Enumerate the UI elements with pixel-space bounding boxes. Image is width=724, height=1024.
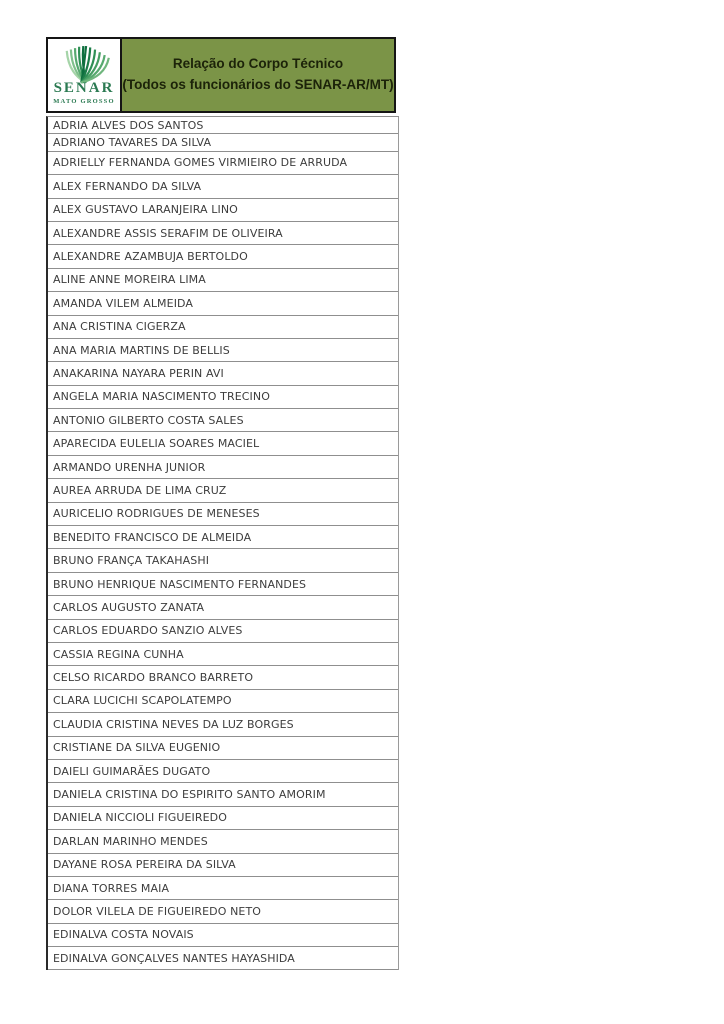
table-row	[48, 479, 398, 502]
table-row	[48, 134, 398, 151]
employee-name: ANA MARIA MARTINS DE BELLIS	[53, 343, 230, 357]
employee-name: CASSIA REGINA CUNHA	[53, 647, 184, 661]
table-row	[48, 666, 398, 689]
table-row	[48, 830, 398, 853]
table-row	[48, 245, 398, 268]
employee-name: ALEX FERNANDO DA SILVA	[53, 179, 202, 193]
employee-name: CARLOS EDUARDO SANZIO ALVES	[53, 624, 243, 638]
table-row	[48, 199, 398, 222]
table-row	[48, 690, 398, 713]
table-row	[48, 222, 398, 245]
table-row	[48, 503, 398, 526]
table-row	[48, 316, 398, 339]
employee-name: APARECIDA EULELIA SOARES MACIEL	[53, 437, 260, 451]
table-row	[48, 947, 398, 970]
employee-name: EDINALVA COSTA NOVAIS	[53, 928, 194, 942]
table-row	[48, 362, 398, 385]
employee-name: ANGELA MARIA NASCIMENTO TRECINO	[53, 390, 270, 404]
employee-name: ANAKARINA NAYARA PERIN AVI	[53, 366, 224, 380]
table-row	[48, 386, 398, 409]
employee-name: ALEXANDRE ASSIS SERAFIM DE OLIVEIRA	[53, 226, 283, 240]
table-row	[48, 900, 398, 923]
table-row	[48, 152, 398, 175]
employee-name: EDINALVA GONÇALVES NANTES HAYASHIDA	[53, 951, 295, 965]
logo-region-text: MATO GROSSO	[53, 97, 115, 105]
table-row	[48, 713, 398, 736]
employee-name: DIANA TORRES MAIA	[53, 881, 170, 895]
table-row	[48, 643, 398, 666]
employee-name: AMANDA VILEM ALMEIDA	[53, 296, 194, 310]
employee-name: CLAUDIA CRISTINA NEVES DA LUZ BORGES	[53, 717, 294, 731]
table-row	[48, 737, 398, 760]
senar-logo	[48, 39, 122, 111]
employee-name: BENEDITO FRANCISCO DE ALMEIDA	[53, 530, 252, 544]
employee-name: CARLOS AUGUSTO ZANATA	[53, 600, 205, 614]
employee-name: ANTONIO GILBERTO COSTA SALES	[53, 413, 244, 427]
employee-name: ARMANDO URENHA JUNIOR	[53, 460, 206, 474]
employee-name: CELSO RICARDO BRANCO BARRETO	[53, 671, 254, 685]
employee-name: ALINE ANNE MOREIRA LIMA	[53, 273, 206, 287]
table-row	[48, 783, 398, 806]
employee-name: DAIELI GUIMARÃES DUGATO	[53, 764, 211, 778]
employee-name: CLARA LUCICHI SCAPOLATEMPO	[53, 694, 232, 708]
employee-name: ADRIA ALVES DOS SANTOS	[53, 118, 204, 132]
table-row	[48, 432, 398, 455]
employee-name: ANA CRISTINA CIGERZA	[53, 320, 186, 334]
employee-name: ALEXANDRE AZAMBUJA BERTOLDO	[53, 250, 248, 264]
senar-fan-icon	[51, 44, 117, 84]
logo-brand-text: SENAR	[53, 79, 115, 96]
employee-name: ADRIANO TAVARES DA SILVA	[53, 136, 212, 150]
table-row	[48, 526, 398, 549]
employee-name: DOLOR VILELA DE FIGUEIREDO NETO	[53, 904, 262, 918]
employee-name: CRISTIANE DA SILVA EUGENIO	[53, 741, 221, 755]
employee-table	[46, 116, 399, 970]
employee-name: DARLAN MARINHO MENDES	[53, 834, 208, 848]
report-title-line2: (Todos os funcionários do SENAR-AR/MT)	[122, 77, 394, 92]
table-row	[48, 409, 398, 432]
employee-name: AURICELIO RODRIGUES DE MENESES	[53, 507, 260, 521]
table-row	[48, 760, 398, 783]
employee-name: DAYANE ROSA PEREIRA DA SILVA	[53, 858, 236, 872]
table-row	[48, 269, 398, 292]
table-row	[48, 620, 398, 643]
table-row	[48, 854, 398, 877]
employee-name: ALEX GUSTAVO LARANJEIRA LINO	[53, 203, 238, 217]
table-row	[48, 175, 398, 198]
table-row	[48, 573, 398, 596]
table-row	[48, 117, 398, 134]
report-title-line1: Relação do Corpo Técnico	[172, 56, 344, 72]
table-row	[48, 456, 398, 479]
employee-name: DANIELA NICCIOLI FIGUEIREDO	[53, 811, 227, 825]
table-row	[48, 339, 398, 362]
employee-name: AUREA ARRUDA DE LIMA CRUZ	[53, 483, 227, 497]
table-row	[48, 549, 398, 572]
employee-name: BRUNO HENRIQUE NASCIMENTO FERNANDES	[53, 577, 307, 591]
employee-name: DANIELA CRISTINA DO ESPIRITO SANTO AMORIM	[53, 788, 326, 802]
table-row	[48, 807, 398, 830]
report-header	[46, 37, 396, 113]
employee-name: ADRIELLY FERNANDA GOMES VIRMIEIRO DE ARRUDA	[53, 156, 348, 170]
report-title	[122, 39, 394, 111]
employee-name: BRUNO FRANÇA TAKAHASHI	[53, 554, 210, 568]
table-row	[48, 924, 398, 947]
table-row	[48, 292, 398, 315]
table-row	[48, 596, 398, 619]
table-row	[48, 877, 398, 900]
